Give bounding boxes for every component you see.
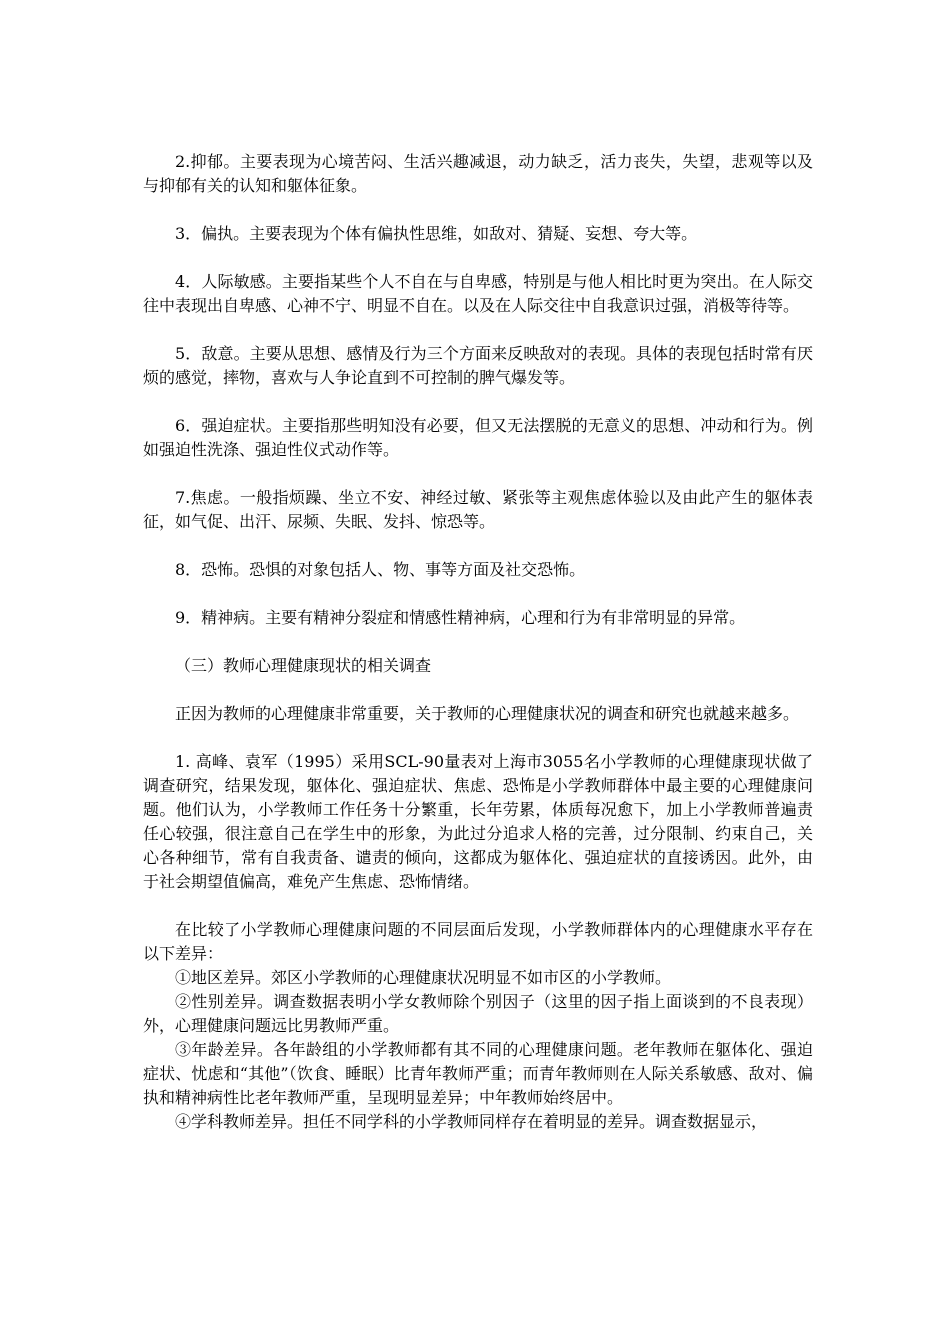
section-heading: （三）教师心理健康现状的相关调查 xyxy=(175,656,432,675)
paragraph-depression: 2.抑郁。主要表现为心境苦闷、生活兴趣减退，动力缺乏，活力丧失，失望，悲观等以及与抑郁有关的认知和躯体征象。 xyxy=(143,152,813,195)
list-item-age-difference: ③年龄差异。各年龄组的小学教师都有其不同的心理健康问题。老年教师在躯体化、强迫症状、忧虑和“其他”（饮食、睡眠）比青年教师严重；而青年教师则在人际关系敏感、敌对、偏执和精神病性比老年教师严重，呈现明显差异；中年教师始终居中。 xyxy=(143,1040,813,1107)
paragraph-psychosis: 9．精神病。主要有精神分裂症和情感性精神病，心理和行为有非常明显的异常。 xyxy=(175,608,746,627)
paragraph-obsessive-compulsive: 6．强迫症状。主要指那些明知没有必要，但又无法摆脱的无意义的思想、冲动和行为。例如强迫性洗涤、强迫性仪式动作等。 xyxy=(143,416,813,459)
paragraph-comparison-intro: 在比较了小学教师心理健康问题的不同层面后发现，小学教师群体内的心理健康水平存在以下差异： xyxy=(143,920,813,963)
list-item-subject-difference: ④学科教师差异。担任不同学科的小学教师同样存在着明显的差异。调查数据显示， xyxy=(175,1112,768,1131)
document-body xyxy=(143,150,813,1134)
paragraph-hostility: 5．敌意。主要从思想、感情及行为三个方面来反映敌对的表现。具体的表现包括时常有厌烦的感觉，摔物，喜欢与人争论直到不可控制的脾气爆发等。 xyxy=(143,344,813,387)
paragraph-interpersonal-sensitivity: 4．人际敏感。主要指某些个人不自在与自卑感，特别是与他人相比时更为突出。在人际交往中表现出自卑感、心神不宁、明显不自在。以及在人际交往中自我意识过强，消极等待等。 xyxy=(143,272,813,315)
paragraph-anxiety: 7.焦虑。一般指烦躁、坐立不安、神经过敏、紧张等主观焦虑体验以及由此产生的躯体表征，如气促、出汗、尿频、失眠、发抖、惊恐等。 xyxy=(143,488,813,531)
paragraph-study-1: 1. 高峰、袁军（1995）采用SCL-90量表对上海市3055名小学教师的心理健康现状做了调查研究，结果发现，躯体化、强迫症状、焦虑、恐怖是小学教师群体中最主要的心理健康问题。他们认为，小学教师工作任务十分繁重，长年劳累，体质每况愈下，加上小学教师普遍责任心较强，很注意自己在学生中的形象，为此过分追求人格的完善，过分限制、约束自己，关心各种细节，常有自我责备、谴责的倾向，这都成为躯体化、强迫症状的直接诱因。此外，由于社会期望值偏高，难免产生焦虑、恐怖情绪。 xyxy=(143,752,813,891)
paragraph-intro: 正因为教师的心理健康非常重要，关于教师的心理健康状况的调查和研究也就越来越多。 xyxy=(175,704,800,723)
paragraph-paranoia: 3．偏执。主要表现为个体有偏执性思维，如敌对、猜疑、妄想、夸大等。 xyxy=(175,224,698,243)
list-item-region-difference: ①地区差异。郊区小学教师的心理健康状况明显不如市区的小学教师。 xyxy=(175,968,672,987)
paragraph-phobia: 8．恐怖。恐惧的对象包括人、物、事等方面及社交恐怖。 xyxy=(175,560,586,579)
list-item-gender-difference: ②性别差异。调查数据表明小学女教师除个别因子（这里的因子指上面谈到的不良表现）外，心理健康问题远比男教师严重。 xyxy=(143,992,813,1035)
